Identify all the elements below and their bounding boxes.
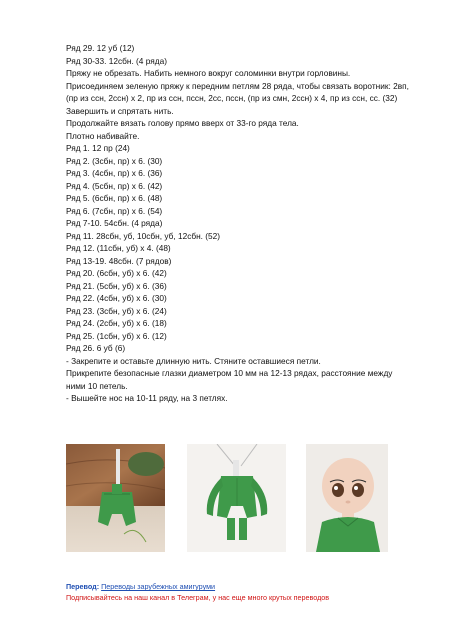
pattern-text xyxy=(66,42,412,405)
translation-prefix: Перевод: xyxy=(66,582,102,591)
head-row-5: Ряд 5. (6сбн, пр) х 6. (48) xyxy=(66,193,163,203)
head-row-2: Ряд 2. (3сбн, пр) х 6. (30) xyxy=(66,155,163,166)
head-row-3: Ряд 3. (4сбн, пр) х 6. (36) xyxy=(66,168,163,178)
footer xyxy=(66,581,329,603)
instruction-eyes: Прикрепите безопасные глазки диаметром 10 мм на 12-13 рядах, расстояние между ними 10 петель. xyxy=(66,368,393,391)
head-row-1: Ряд 1. 12 пр (24) xyxy=(66,143,130,153)
instruction-stuff-firmly: Плотно набивайте. xyxy=(66,130,140,141)
head-row-6: Ряд 6. (7сбн, пр) х 6. (54) xyxy=(66,205,163,216)
head-row-25: Ряд 25. (1сбн, уб) х 6. (12) xyxy=(66,330,167,341)
instruction-stuff-neck: Пряжу не обрезать. Набить немного вокруг соломинки внутри горловины. xyxy=(66,68,351,78)
head-row-26: Ряд 26. 6 уб (6) xyxy=(66,343,126,353)
head-row-22: Ряд 22. (4сбн, уб) х 6. (30) xyxy=(66,293,167,303)
subscribe-text: Подписывайтесь на наш канал в Телеграм, у нас еще много крутых переводов xyxy=(66,593,330,602)
instruction-finish: Завершить и спрятать нить. xyxy=(66,105,174,116)
head-row-23: Ряд 23. (3сбн, уб) х 6. (24) xyxy=(66,305,167,316)
translation-line xyxy=(66,581,329,592)
head-row-21: Ряд 21. (5сбн, уб) х 6. (36) xyxy=(66,280,167,291)
head-row-20: Ряд 20. (6сбн, уб) х 6. (42) xyxy=(66,268,167,278)
head-row-12: Ряд 12. (11сбн, уб) х 4. (48) xyxy=(66,243,171,253)
head-row-7-10: Ряд 7-10. 54сбн. (4 ряда) xyxy=(66,218,163,228)
instruction-close: - Закрепите и оставьте длинную нить. Стяните оставшиеся петли. xyxy=(66,355,321,366)
head-row-13-19: Ряд 13-19. 48сбн. (7 рядов) xyxy=(66,255,172,266)
crochet-doll-head-photo xyxy=(306,444,388,552)
instruction-nose: - Вышейте нос на 10-11 ряду, на 3 петлях. xyxy=(66,393,228,403)
head-row-24: Ряд 24. (2сбн, уб) х 6. (18) xyxy=(66,318,167,328)
head-row-4: Ряд 4. (5сбн, пр) х 6. (42) xyxy=(66,180,163,191)
photo-strip xyxy=(66,444,388,552)
row-30-33: Ряд 30-33. 12сбн. (4 ряда) xyxy=(66,55,167,66)
crochet-body-arms-photo xyxy=(187,444,286,552)
crochet-body-photo xyxy=(66,444,165,552)
head-row-11: Ряд 11. 28сбн, уб, 10сбн, уб, 12сбн. (52) xyxy=(66,230,221,241)
instruction-head-start: Продолжайте вязать голову прямо вверх от 33-го ряда тела. xyxy=(66,118,299,128)
row-29: Ряд 29. 12 уб (12) xyxy=(66,43,135,53)
instruction-collar: Присоединяем зеленую пряжу к передним петлям 28 ряда, чтобы связать воротник: 2вп, (пр из ссн, 2ссн) х 2, пр из ссн, пссн, 2сс, пссн, (пр из смн, 2ссн) х 4, пр из ссн, сс. (32) xyxy=(66,80,409,103)
translation-link[interactable]: Переводы зарубежных амигуруми xyxy=(101,582,216,591)
